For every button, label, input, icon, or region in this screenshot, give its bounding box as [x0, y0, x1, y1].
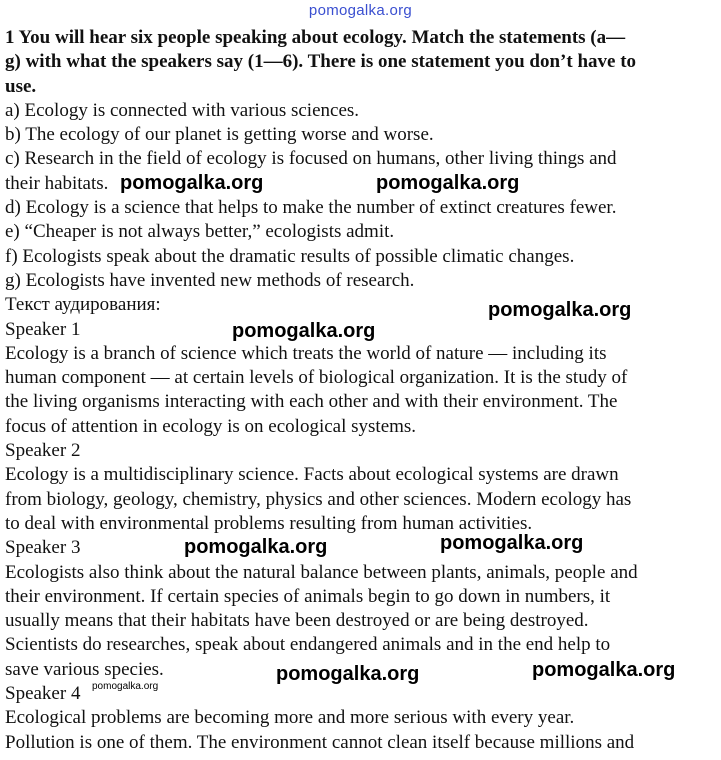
speaker-text-line: Scientists do researches, speak about endangered animals and in the end help to	[5, 634, 611, 656]
speaker-text-line: Ecology is a branch of science which treats the world of nature — including its	[5, 342, 607, 364]
transcript-heading: Текст аудирования:	[5, 294, 161, 316]
speaker-text-line: Ecologists also think about the natural balance between plants, animals, people and	[5, 561, 638, 583]
watermark: pomogalka.org	[488, 299, 632, 321]
speaker-text-line: to deal with environmental problems resulting from human activities.	[5, 512, 533, 534]
speaker-text-line: usually means that their habitats have been destroyed or are being destroyed.	[5, 610, 589, 632]
speaker-text-line: Ecological problems are becoming more and more serious with every year.	[5, 707, 575, 729]
speaker-label: Speaker 1	[5, 318, 81, 340]
watermark-small: pomogalka.org	[92, 681, 159, 692]
watermark: pomogalka.org	[120, 172, 264, 194]
document-body	[5, 26, 715, 755]
statement-e: e) “Cheaper is not always better,” ecologists admit.	[5, 221, 395, 243]
statement-f: f) Ecologists speak about the dramatic results of possible climatic changes.	[5, 245, 575, 267]
task-title-line: g) with what the speakers say (1—6). There is one statement you don’t have to	[5, 51, 637, 73]
watermark: pomogalka.org	[532, 659, 676, 681]
speaker-label: Speaker 2	[5, 440, 81, 462]
speaker-text-line: Pollution is one of them. The environment cannot clean itself because millions and	[5, 731, 635, 753]
task-title-line: use.	[5, 75, 37, 97]
speaker-text-line: from biology, geology, chemistry, physics and other sciences. Modern ecology has	[5, 488, 632, 510]
task-title-line: 1 You will hear six people speaking about ecology. Match the statements (a—	[5, 27, 626, 48]
speaker-text-line: focus of attention in ecology is on ecological systems.	[5, 415, 417, 437]
statement-d: d) Ecology is a science that helps to make the number of extinct creatures fewer.	[5, 197, 617, 219]
speaker-text-line: their environment. If certain species of animals begin to go down in numbers, it	[5, 585, 611, 607]
watermark: pomogalka.org	[376, 172, 520, 194]
speaker-text-line: human component — at certain levels of biological organization. It is the study of	[5, 367, 628, 389]
speaker-text-line: the living organisms interacting with each other and with their environment. The	[5, 391, 618, 413]
site-header-link[interactable]: pomogalka.org	[308, 2, 413, 19]
statement-c: c) Research in the field of ecology is focused on humans, other living things and	[5, 148, 617, 170]
speaker-label: Speaker 3	[5, 537, 81, 559]
statement-b: b) The ecology of our planet is getting worse and worse.	[5, 124, 434, 146]
statement-a: a) Ecology is connected with various sciences.	[5, 99, 360, 121]
speaker-text-line: save various species.	[5, 658, 164, 680]
speaker-text-line: Ecology is a multidisciplinary science. Facts about ecological systems are drawn	[5, 464, 619, 486]
watermark: pomogalka.org	[276, 663, 420, 685]
watermark: pomogalka.org	[232, 320, 376, 342]
watermark: pomogalka.org	[440, 532, 584, 554]
statement-g: g) Ecologists have invented new methods of research.	[5, 269, 415, 291]
statement-c-continued: their habitats.	[5, 172, 109, 194]
speaker-label: Speaker 4	[5, 683, 81, 705]
watermark: pomogalka.org	[184, 536, 328, 558]
